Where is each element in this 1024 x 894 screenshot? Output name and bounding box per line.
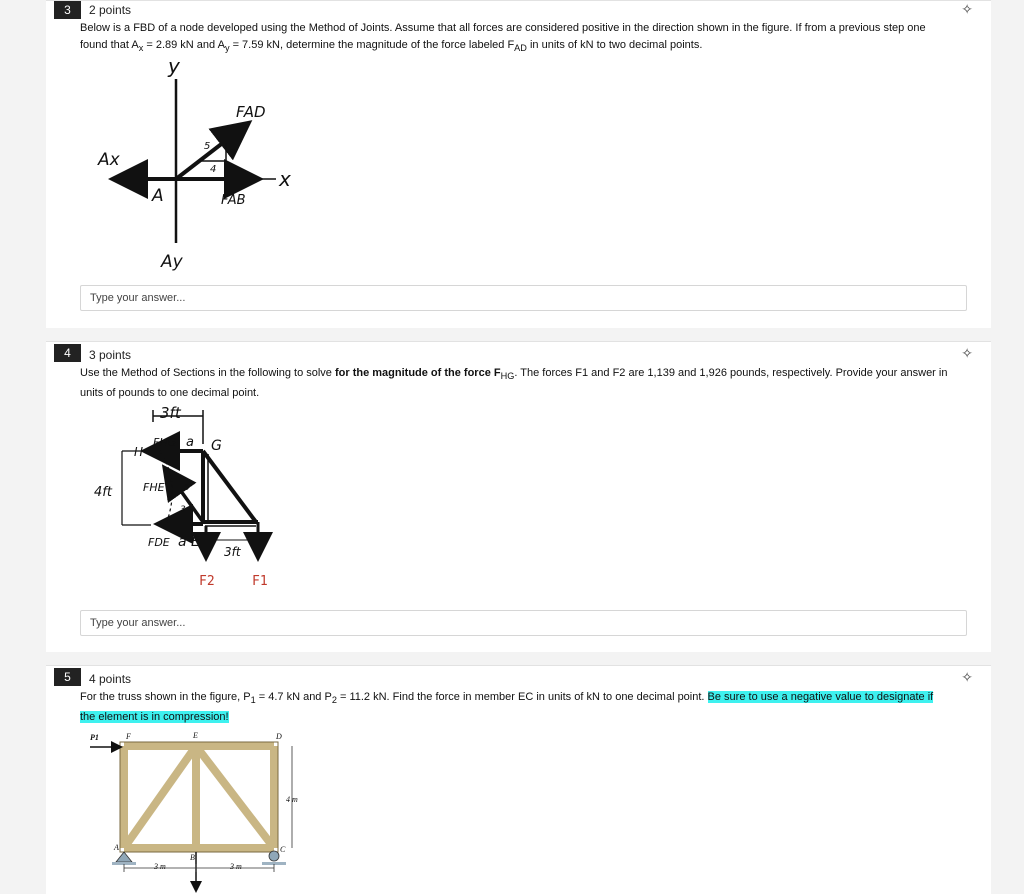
truss-figure [86, 728, 356, 894]
node-e: E [193, 731, 198, 740]
y-axis-label: y [168, 54, 180, 78]
load-p1: P1 [90, 733, 99, 742]
node-a: A [114, 843, 119, 852]
question-text-line1: For the truss shown in the figure, $P_1 = 4.7$ kN and $P_2 = 11.2$ kN. Find the force in member EC in units of kN to one decimal point. Be sure to use a negative value to designate if [80, 691, 934, 706]
answer-input[interactable] [80, 610, 967, 636]
fde-label: FDE [148, 536, 170, 549]
question-text-line1: Use the Method of Sections in the following to solve for the magnitude of the force $F_{HG}$. The forces F1 and F2 are 1,139 and 1,926 pounds, respectively. Provide your answer in [80, 367, 948, 382]
question-4-card [46, 341, 991, 652]
span-dimension-2: 3 m [230, 862, 242, 871]
node-f: F [126, 732, 131, 741]
question-5-card [46, 665, 991, 894]
fhe-label: FHE [143, 481, 165, 494]
height-dimension: 4 m [286, 795, 298, 804]
joint-fbd-figure [86, 53, 346, 278]
slope-3: 3 [229, 148, 236, 159]
question-points: 2 points [89, 3, 132, 17]
top-dimension: 3ft [160, 404, 181, 422]
slope-5: 5 [204, 141, 211, 152]
question-number: 5 [54, 668, 81, 686]
question-number: 4 [54, 344, 81, 362]
question-text [80, 689, 971, 726]
highlight-warning-cont: the element is in compression! [80, 711, 229, 724]
node-b: B [190, 853, 195, 862]
section-a-e: a E [178, 534, 200, 550]
slope-4: 4 [167, 494, 173, 504]
load-f1: F1 [252, 574, 268, 589]
question-3-card [46, 0, 991, 328]
question-text [80, 365, 971, 402]
node-c: C [280, 845, 286, 854]
slope-4: 4 [210, 164, 217, 175]
question-text-line2 [80, 709, 971, 726]
question-points: 4 points [89, 672, 132, 686]
load-f2: F2 [199, 574, 215, 589]
question-text-line2: found that $A_x = 2.89$ kN and $A_y = 7.59$ kN, determine the magnitude of the force labeled $F_{AD}$ in units of kN to two decimal points. [80, 39, 703, 54]
node-d: D [276, 732, 282, 741]
bottom-dimension: 3ft [224, 545, 241, 559]
section-truss-figure [86, 404, 326, 604]
pin-icon[interactable]: ✧ [961, 345, 973, 361]
slope-3: 3 [180, 505, 186, 515]
section-a-top: a [186, 435, 194, 450]
fhg-label: FHG [153, 436, 177, 449]
fad-label: FAD [236, 103, 266, 121]
pin-icon[interactable]: ✧ [961, 669, 973, 685]
node-g: G [211, 438, 222, 454]
slope-5: 5 [184, 483, 190, 493]
ay-label: Ay [161, 252, 183, 272]
node-h: H [134, 445, 144, 459]
highlight-warning: Be sure to use a negative value to designate if [707, 691, 934, 703]
joint-label: A [152, 186, 164, 206]
question-text [80, 20, 971, 57]
ax-label: Ax [98, 150, 120, 170]
pin-icon[interactable]: ✧ [961, 1, 973, 17]
question-points: 3 points [89, 348, 132, 362]
left-dimension: 4ft [94, 485, 112, 500]
question-text-line1: Below is a FBD of a node developed using the Method of Joints. Assume that all forces are considered positive in the direction shown in the figure. If from a previous step one [80, 22, 926, 34]
x-axis-label: x [279, 167, 291, 191]
question-number: 3 [54, 1, 81, 19]
fab-label: FAB [221, 193, 246, 208]
question-text-line2: units of pounds to one decimal point. [80, 387, 260, 400]
span-dimension-1: 3 m [154, 862, 166, 871]
answer-input[interactable] [80, 285, 967, 311]
